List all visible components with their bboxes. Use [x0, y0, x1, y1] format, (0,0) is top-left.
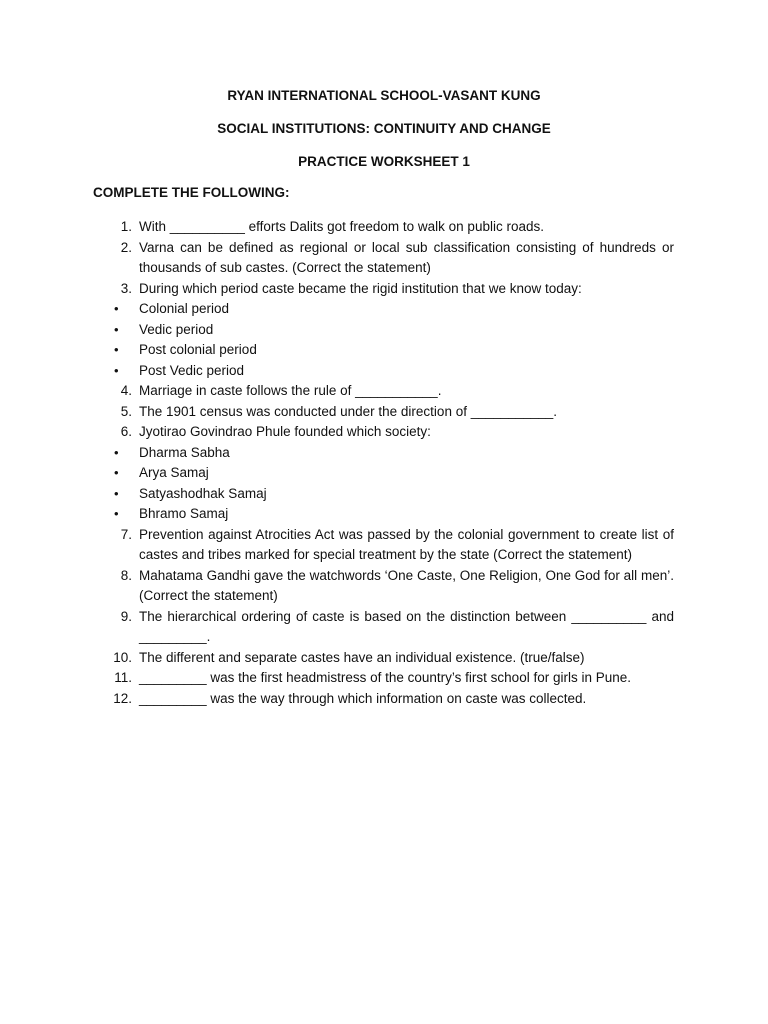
- item-text: Jyotirao Govindrao Phule founded which society:: [139, 424, 431, 439]
- item-marker: 1.: [120, 219, 132, 234]
- bullet-marker: •: [114, 485, 119, 501]
- item-marker: 11.: [114, 670, 132, 685]
- item-marker: 12.: [113, 690, 132, 706]
- option-item: [110, 484, 674, 505]
- item-marker: 7.: [120, 526, 132, 542]
- option-text: Colonial period: [139, 301, 230, 316]
- question-item: [110, 607, 674, 648]
- item-text: During which period caste became the rigid institution that we know today:: [139, 280, 582, 296]
- bullet-marker: •: [114, 362, 119, 378]
- bullet-marker: •: [114, 506, 119, 521]
- option-text: Satyashodhak Samaj: [139, 485, 267, 501]
- bullet-marker: •: [114, 465, 119, 480]
- question-item: [110, 381, 674, 402]
- option-item: [110, 299, 674, 320]
- question-item: [110, 689, 674, 710]
- question-item: [110, 238, 674, 279]
- option-text: Bhramo Samaj: [139, 506, 229, 521]
- bullet-marker: •: [114, 444, 119, 460]
- item-text: Mahatama Gandhi gave the watchwords ‘One Caste, One Religion, One God for all men’. (Correct the statement): [139, 567, 674, 603]
- item-text: Marriage in caste follows the rule of ___________.: [139, 383, 442, 398]
- item-marker: 2.: [120, 239, 132, 255]
- question-item: [110, 402, 674, 423]
- bullet-marker: •: [114, 301, 119, 316]
- item-marker: 4.: [120, 383, 132, 398]
- item-text: The 1901 census was conducted under the direction of ___________.: [139, 403, 558, 419]
- question-item: [110, 422, 674, 443]
- item-text: _________ was the way through which information on caste was collected.: [139, 690, 587, 706]
- item-text: The different and separate castes have an individual existence. (true/false): [139, 649, 585, 665]
- item-text: Varna can be defined as regional or local sub classification consisting of hundreds or thousands of sub castes. (Correct the statement): [139, 239, 674, 275]
- worksheet-title: PRACTICE WORKSHEET 1: [298, 154, 470, 169]
- bullet-marker: •: [114, 321, 119, 337]
- item-marker: 9.: [120, 608, 132, 624]
- option-item: [110, 463, 674, 484]
- item-text: With __________ efforts Dalits got freedom to walk on public roads.: [139, 219, 544, 234]
- option-text: Post Vedic period: [139, 362, 245, 378]
- item-marker: 3.: [120, 280, 132, 296]
- item-marker: 5.: [120, 403, 132, 419]
- option-item: [110, 320, 674, 341]
- school-name: RYAN INTERNATIONAL SCHOOL-VASANT KUNG: [227, 88, 541, 103]
- bullet-marker: •: [114, 342, 119, 357]
- item-text: The hierarchical ordering of caste is based on the distinction between __________ and _________.: [139, 608, 674, 644]
- option-text: Arya Samaj: [139, 465, 209, 480]
- option-text: Vedic period: [139, 321, 214, 337]
- option-text: Dharma Sabha: [139, 444, 230, 460]
- item-text: Prevention against Atrocities Act was passed by the colonial government to create list of castes and tribes marked for special treatment by the state (Correct the statement): [139, 526, 674, 562]
- question-item: [110, 217, 674, 238]
- item-text: _________ was the first headmistress of the country’s first school for girls in Pune.: [139, 670, 631, 685]
- item-marker: 6.: [120, 424, 132, 439]
- subject-title: SOCIAL INSTITUTIONS: CONTINUITY AND CHANGE: [217, 121, 551, 136]
- option-item: [110, 504, 674, 525]
- question-item: [110, 648, 674, 669]
- section-title: COMPLETE THE FOLLOWING:: [93, 185, 290, 200]
- question-item: [110, 279, 674, 300]
- item-marker: 10.: [113, 649, 132, 665]
- option-text: Post colonial period: [139, 342, 257, 357]
- option-item: [110, 443, 674, 464]
- question-item: [110, 566, 674, 607]
- option-item: [110, 361, 674, 382]
- question-item: [110, 668, 674, 689]
- item-marker: 8.: [120, 567, 132, 583]
- question-item: [110, 525, 674, 566]
- question-list: [110, 217, 674, 709]
- option-item: [110, 340, 674, 361]
